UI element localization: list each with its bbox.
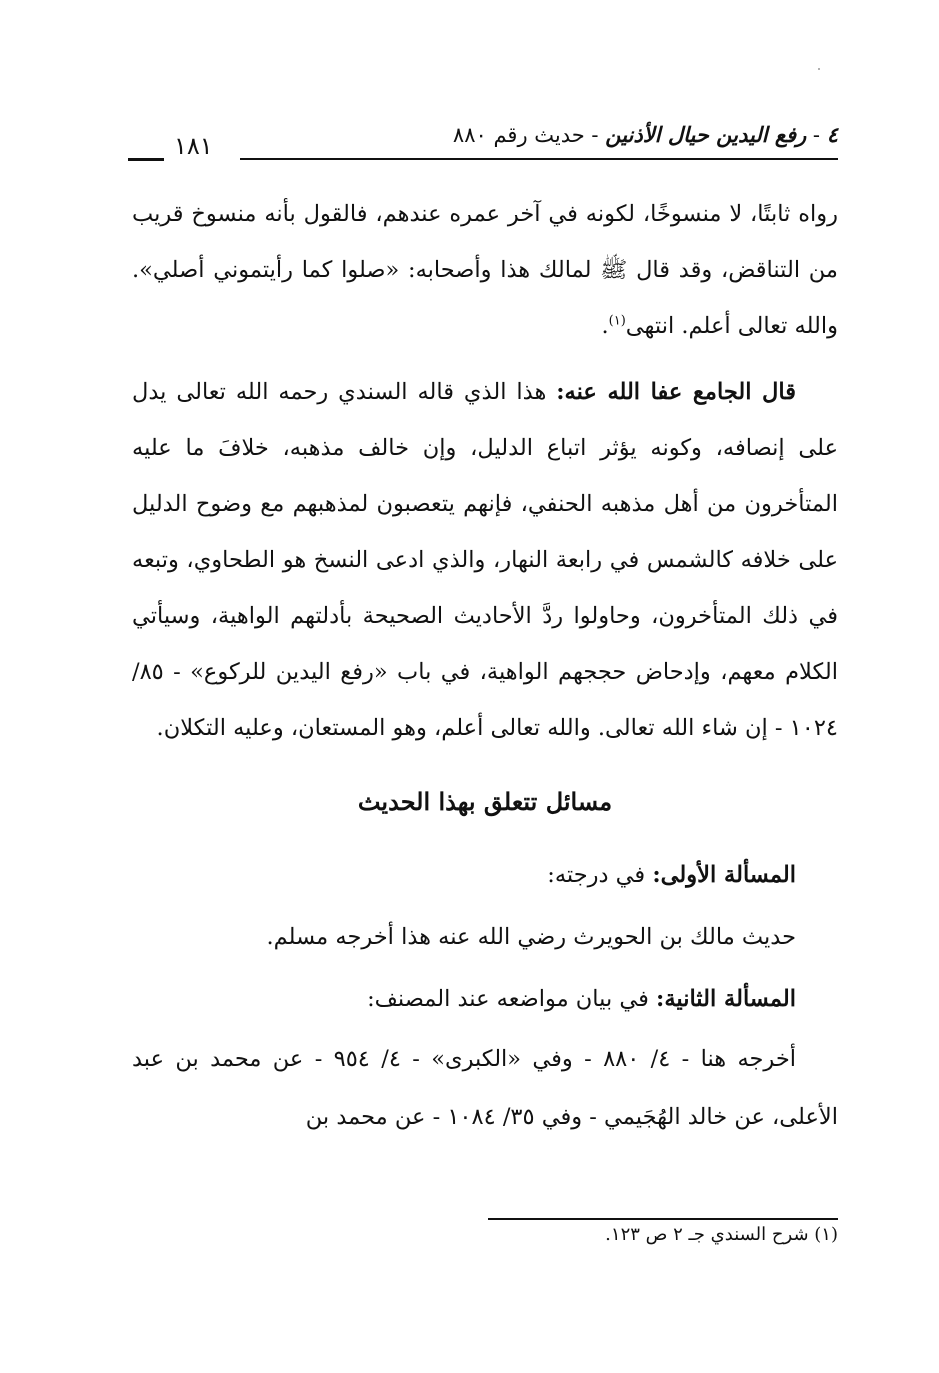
issue-1-heading: [132, 844, 838, 906]
page-number-rule: [128, 158, 164, 161]
header-title: ٤ - رفع اليدين حيال الأذنين - حديث رقم ٨٨٠: [452, 122, 838, 147]
hadith-label: حديث رقم ٨٨٠: [452, 123, 585, 147]
page-body: [132, 186, 838, 1146]
page-number: ١٨١: [174, 132, 213, 160]
running-header: [128, 118, 838, 168]
section-heading: مسائل تتعلق بهذا الحديث: [357, 787, 613, 816]
chapter-title: رفع اليدين حيال الأذنين: [605, 122, 807, 147]
issue-2-text: أخرجه هنا - ٤/ ٨٨٠ - وفي «الكبرى» - ٤/ ٩٥٤ - عن محمد بن عبد الأعلى، عن خالد الهُجَيمي - وفي ٣٥/ ١٠٨٤ - عن محمد بن: [132, 1046, 838, 1130]
issue-1-subtitle: في درجته:: [547, 862, 646, 888]
issue-1-text: حديث مالك بن الحويرث رضي الله عنه هذا أخرجه مسلم.: [266, 924, 796, 950]
footnote: [605, 1224, 838, 1245]
scan-speck: [818, 68, 820, 70]
issue-2-heading: [132, 968, 838, 1030]
issue-1-title: المسألة الأولى:: [652, 862, 796, 888]
footnote-rule: [488, 1218, 838, 1220]
chapter-number: ٤: [826, 122, 838, 147]
header-rule: [240, 158, 838, 160]
paragraph-2-text: هذا الذي قاله السندي رحمه الله تعالى يدل على إنصافه، وكونه يؤثر اتباع الدليل، وإن خالف مذهبه، خلافَ ما عليه المتأخرون من أهل مذهبه الحنفي، فإنهم يتعصبون لمذهبهم مع وضوح الدليل على خلافه كالشمس في رابعة النهار، والذي ادعى النسخ هو الطحاوي، وتبعه في ذلك المتأخرون، وحاولوا ردَّ الأحاديث الصحيحة بأدلتهم الواهية، وسيأتي الكلام معهم، وإدحاض حججهم الواهية، في باب «رفع اليدين للركوع» - ٨٥/ ١٠٢٤ - إن شاء الله تعالى. والله تعالى أعلم، وهو المستعان، وعليه التكلان.: [132, 379, 838, 741]
paragraph-1-text: رواه ثابتًا، لا منسوخًا، لكونه في آخر عمره عندهم، فالقول بأنه منسوخ قريب من التناقض، وقد قال ﷺ لمالك هذا وأصحابه: «صلوا كما رأيتموني أصلي». والله تعالى أعلم. انتهى: [132, 201, 838, 339]
paragraph-2: [132, 364, 838, 756]
issue-2-title: المسألة الثانية:: [656, 986, 796, 1012]
issue-2-subtitle: في بيان مواضعه عند المصنف:: [367, 986, 649, 1012]
paragraph-1: رواه ثابتًا، لا منسوخًا، لكونه في آخر عمره عندهم، فالقول بأنه منسوخ قريب من التناقض، وقد قال ﷺ لمالك هذا وأصحابه: «صلوا كما رأيتموني أصلي». والله تعالى أعلم. انتهى$^{(١)}$.: [132, 201, 838, 339]
footnote-number: (١): [814, 1224, 838, 1245]
paragraph-2-lead: قال الجامع عفا الله عنه:: [556, 379, 797, 405]
footnote-text: شرح السندي جـ ٢ ص ١٢٣.: [605, 1224, 809, 1245]
footnote-reference: (١): [608, 313, 626, 329]
